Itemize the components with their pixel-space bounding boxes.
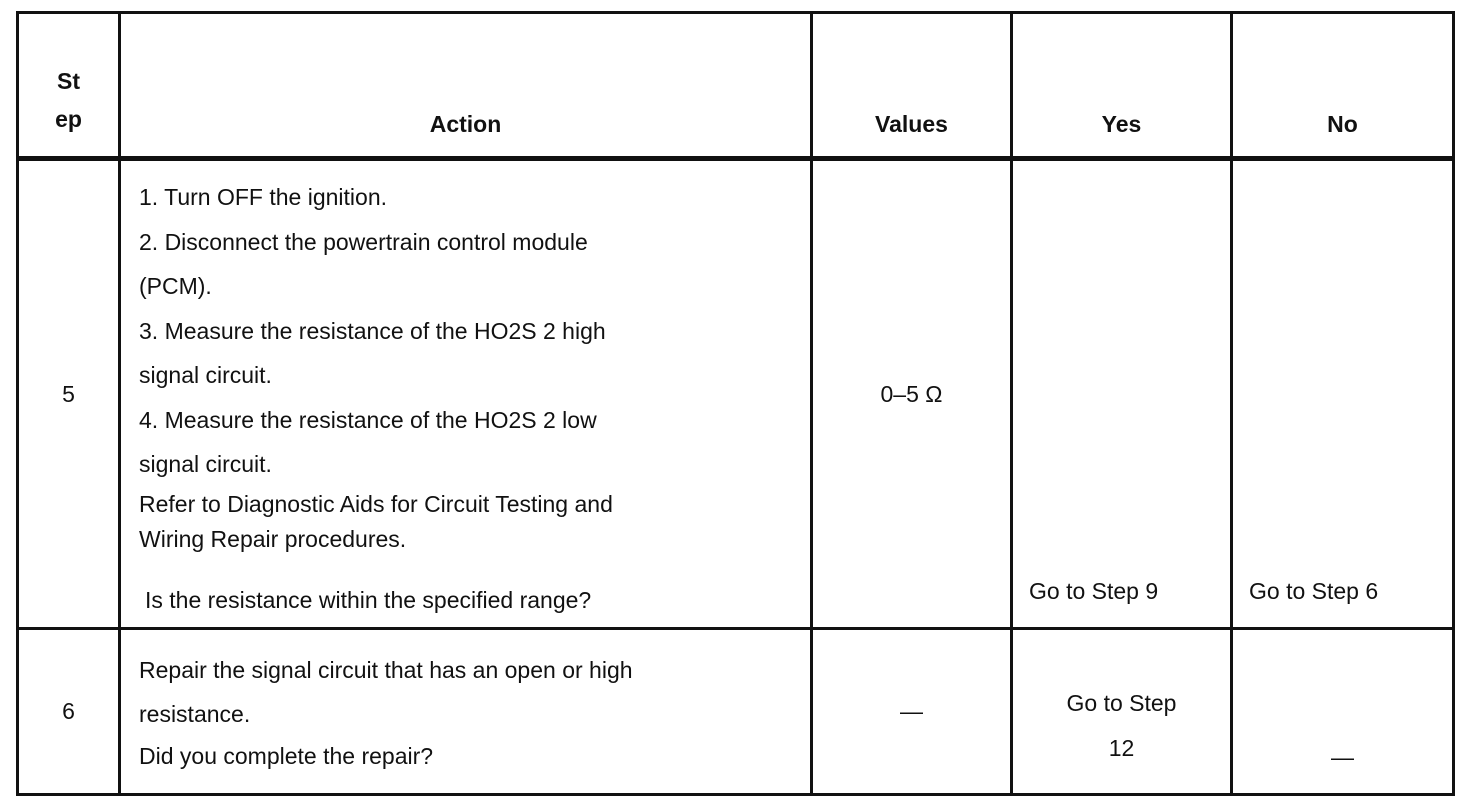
- action-cell: [120, 629, 812, 795]
- table-row: [18, 629, 1454, 795]
- action-line: 4. Measure the resistance of the HO2S 2 low: [139, 406, 597, 433]
- header-step-line1: St: [57, 68, 80, 94]
- yes-cell: Go to Step 9: [1012, 159, 1232, 629]
- yes-line1: Go to Step: [1066, 689, 1177, 716]
- header-yes: Yes: [1012, 13, 1232, 159]
- no-cell: Go to Step 6: [1232, 159, 1454, 629]
- action-question: Did you complete the repair?: [139, 743, 434, 769]
- action-line: 1. Turn OFF the ignition.: [139, 184, 388, 210]
- header-values: Values: [812, 13, 1012, 159]
- values-cell: 0–5 Ω: [812, 159, 1012, 629]
- action-line: Refer to Diagnostic Aids for Circuit Testing and: [139, 490, 613, 517]
- header-no: No: [1232, 13, 1454, 159]
- table-header-row: [18, 13, 1454, 159]
- action-line: 2. Disconnect the powertrain control module: [139, 228, 588, 255]
- values-cell: —: [812, 629, 1012, 795]
- table-row: [18, 159, 1454, 629]
- action-line: Repair the signal circuit that has an open or high: [139, 657, 633, 683]
- action-line: signal circuit.: [139, 451, 272, 477]
- action-line: resistance.: [139, 701, 251, 727]
- yes-line2: 12: [1108, 734, 1135, 761]
- step-number: 6: [18, 629, 120, 795]
- step-number: 5: [18, 159, 120, 629]
- action-line: Wiring Repair procedures.: [139, 525, 407, 552]
- action-line: signal circuit.: [139, 362, 272, 388]
- action-line: (PCM).: [139, 273, 212, 299]
- header-step-line2: ep: [55, 106, 82, 132]
- yes-cell: [1012, 629, 1232, 795]
- action-question: Is the resistance within the specified range?: [145, 586, 592, 613]
- diagnostic-table: [16, 11, 1455, 796]
- header-step: [18, 13, 120, 159]
- no-cell: —: [1232, 629, 1454, 795]
- header-action: Action: [120, 13, 812, 159]
- action-cell: [120, 159, 812, 629]
- action-line: 3. Measure the resistance of the HO2S 2 high: [139, 317, 606, 344]
